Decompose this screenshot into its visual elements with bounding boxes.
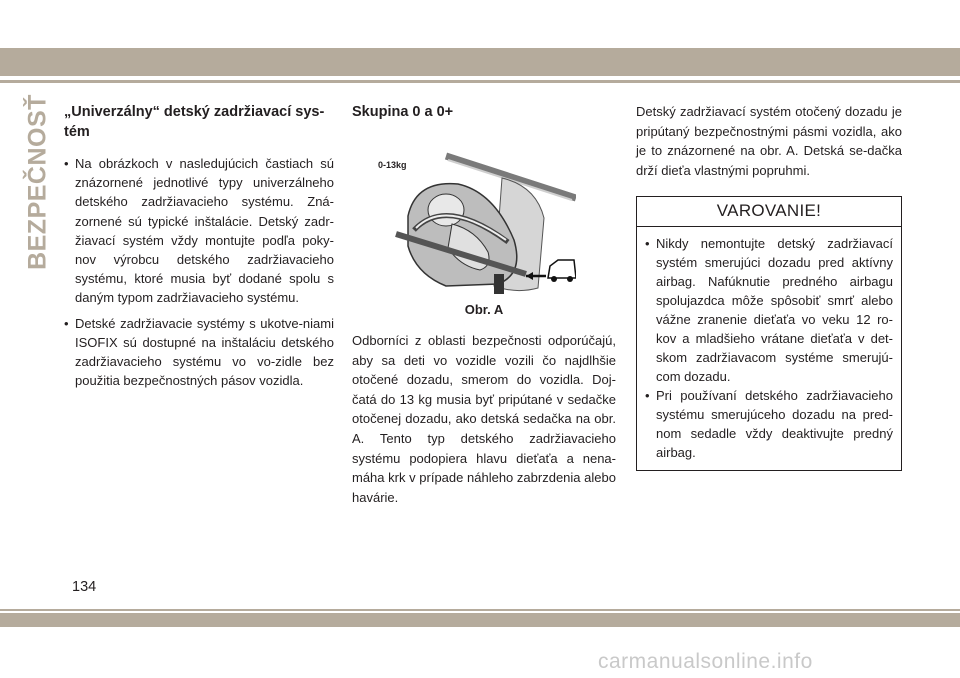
section-tab	[22, 92, 54, 272]
footer-rule	[0, 609, 960, 611]
warning-title: VAROVANIE!	[637, 197, 901, 227]
section-heading: Skupina 0 a 0+	[352, 104, 454, 120]
column-2	[352, 102, 616, 507]
list-item: • Detské zadržiavacie systémy s ukotve-niami ISOFIX sú dostupné na inštaláciu detského zadržiavacieho systému vo vo-zidle bez použitia bezpečnostných pásov vozidla.	[64, 314, 334, 391]
weight-label: 0-13kg	[378, 160, 407, 170]
watermark: carmanualsonline.info	[598, 650, 813, 673]
page-number: 134	[72, 579, 97, 595]
body-paragraph: Odborníci z oblasti bezpečnosti odporúčajú, aby sa deti vo vozidle vozili čo najdlhšie otočené dozadu, smerom do vozidla. Doj-čatá do 13 kg musia byť pripútané v sedačke otočenej dozadu, ako detská sedačka na obr. A. Tento typ detského zadržiavacieho systému podopiera hlavu dieťaťa a nena-máha krk v prípade náhleho zabrzdenia alebo havárie.	[352, 333, 616, 505]
list-item: • Pri používaní detského zadržiavacieho systému smerujúceho dozadu na pred-nom sedadle vždy deaktivujte predný airbag.	[645, 386, 893, 462]
header-band	[0, 48, 960, 76]
header-rule	[0, 80, 960, 83]
section-heading: „Univerzálny“ detský zadržiavací sys-tém	[64, 104, 325, 140]
body-paragraph: Detský zadržiavací systém otočený dozadu je pripútaný bezpečnostnými pásmi vozidla, ako je to znázornené na obr. A. Detská se-dačka drží dieťa vlastnými popruhmi.	[636, 104, 902, 178]
footer-band	[0, 613, 960, 627]
warning-box	[636, 196, 902, 471]
figure-caption: Obr. A	[464, 302, 504, 317]
warning-bullet-list	[645, 234, 893, 462]
column-1	[64, 102, 334, 396]
bullet-list	[64, 154, 334, 390]
list-item: • Nikdy nemontujte detský zadržiavací systém smerujúci dozadu pred aktívny airbag. Nafúknutie predného airbagu spolujazdca môže spôsobiť smrť alebo vážne zranenie dieťaťa vo veku 12 ro-kov a mladšieho vrátane dieťaťa v det-skom zadržiavacom systéme smerujú-com dozadu.	[645, 234, 893, 386]
child-seat-illustration	[376, 148, 576, 296]
column-3	[636, 102, 902, 471]
warning-body	[637, 227, 901, 470]
section-tab-label: BEZPEČNOSŤ	[23, 94, 52, 270]
list-item: • Na obrázkoch v nasledujúcich častiach sú znázornené jednotlivé typy univerzálneho detského zadržiavacieho systému. Zná-zornené sú typické inštalácie. Detský zadr-žiavací systém vždy montujte podľa poky-nov výrobcu detského zadržiavacieho systému, ktoré musia byť dodané spolu s daným typom zadržiavacieho systému.	[64, 154, 334, 308]
figure-a	[376, 148, 576, 296]
